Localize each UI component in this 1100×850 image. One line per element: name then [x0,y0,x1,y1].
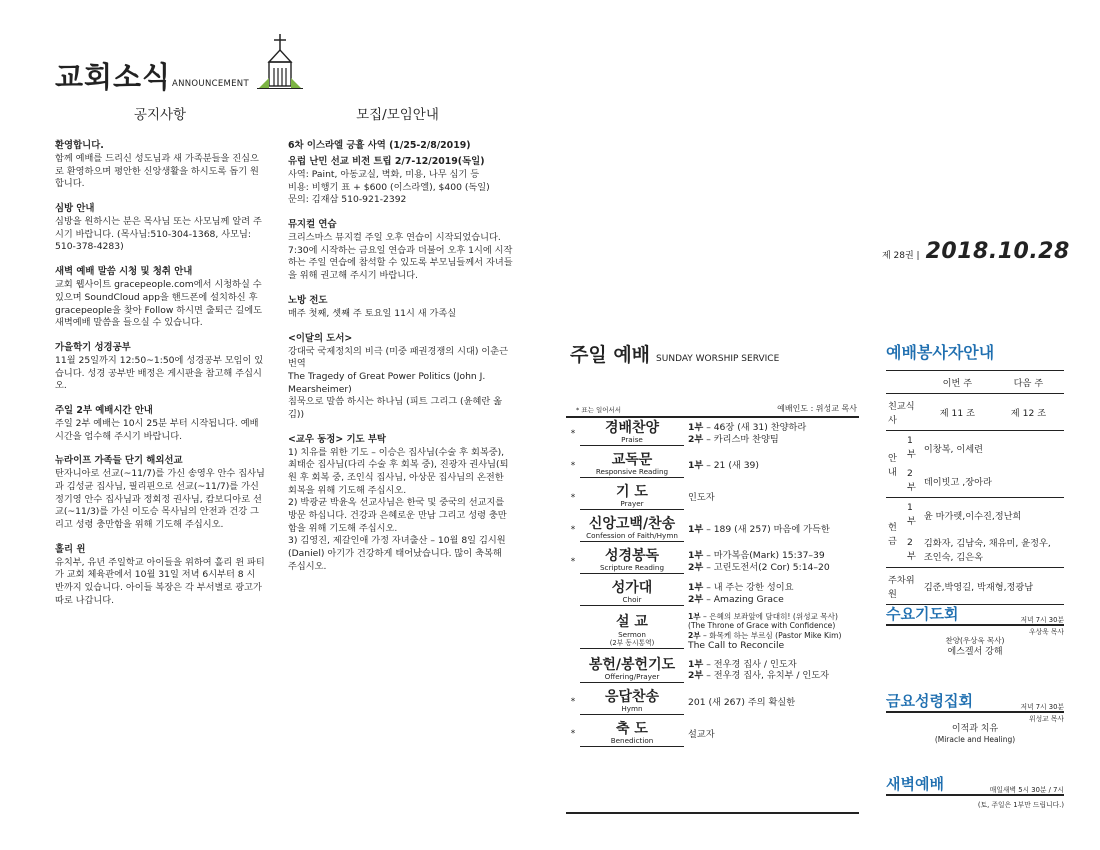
detail-line [688,422,859,434]
table-row [886,498,1064,532]
order-item-en: Benediction [610,736,654,746]
notice-mission [55,452,266,531]
order-item-name [580,517,684,542]
detail-text: – 은혜의 보좌앞에 담대히! (위성교 목사) [700,612,838,621]
detail-line [688,460,859,472]
issue-date: 2018.10.28 [925,239,1070,264]
order-item-detail [684,729,859,741]
part-label: 1부 [688,459,704,471]
order-item-ko: 교독문 [611,451,653,468]
standing-mark: * [570,697,576,708]
meeting-speaker: 찬양(우상욱 목사) [945,635,1005,645]
notice-title: 환영합니다. [55,140,104,151]
part-label: 1부 [688,658,704,670]
meeting-time: 저녁 7시 30분 [1020,616,1064,624]
recruit-street-evangelism [288,292,513,321]
order-item-en: Sermon [618,629,646,639]
order-item-detail [684,582,859,605]
notice-body: 함께 예배를 드리신 성도님과 새 가족분들을 진심으로 환영하으며 평안한 신앙생활을 하시도록 돕기 원합니다. [55,153,259,190]
table-row [886,371,1064,394]
detail-text: – 189 (새 257) 마음에 가득한 [703,523,830,535]
notice-visit [55,200,266,254]
worship-title-en: SUNDAY WORSHIP SERVICE [656,354,780,364]
order-item-en: Prayer [620,499,644,509]
detail-text: – 카리스마 찬양팀 [703,433,779,445]
order-item-en: Praise [621,435,643,445]
detail-line [688,697,859,709]
notice-title: 가을학기 성경공부 [55,341,131,353]
order-row [566,612,859,652]
order-row [566,721,859,748]
order-item-ko: 성경봉독 [604,547,660,564]
standing-note: * 표는 일어서서 [576,406,622,414]
recruit-line: 침묵으로 말씀 하시는 하나님 (피트 그리그 (윤혜란 옮김)) [288,396,502,420]
order-row [566,420,859,447]
meeting-title: 금요성령집회 [886,692,973,710]
recruit-line: 문의: 김재삼 510-921-2392 [288,194,407,206]
order-row [566,452,859,479]
notice-body: 11월 25일까지 12:50~1:50에 성경공부 모임이 있습니다. 성경 공부반 배정은 게시판을 참고해 주십시오. [55,354,264,392]
order-item-detail [684,460,859,472]
table-row [886,394,1064,431]
notice-bible-study [55,339,266,393]
detail-line [688,434,859,446]
cell: 김화자, 김남숙, 채유미, 윤정우, 조인숙, 김은옥 [923,538,1051,563]
dawn-worship [886,773,1064,809]
order-item-ko: 신앙고백/찬송 [588,515,676,532]
notice-title: 심방 안내 [55,203,95,215]
part-label: 1부 [688,612,701,621]
detail-line [688,582,859,594]
order-item-detail [684,612,859,652]
recruit-israel [288,137,513,207]
issue-info [882,239,1070,264]
recruit-line: 강대국 국제정치의 비극 (미중 패권경쟁의 시대) 이춘근 번역 [288,345,508,370]
order-row [566,548,859,575]
notice-title: 주일 2부 예배시간 안내 [55,404,153,416]
order-row [566,580,859,607]
detail-text: – 화목케 하는 부르심 (Pastor Mike Kim) [700,630,842,640]
order-item-name [580,485,684,510]
notices-column [55,137,266,617]
recruit-column [288,137,513,583]
worship-leader: 예배인도 : 위성교 목사 [777,404,857,413]
notice-body: 심방을 원하시는 분은 목사님 또는 사모님께 알려 주시기 바랍니다. (목사님:510-304-1368, 사모님: 510-378-4283) [55,216,262,253]
recruit-prayer [288,431,513,574]
recruit-book [288,330,513,422]
detail-line [688,492,859,504]
notices-heading: 공지사항 [133,107,187,123]
notice-title: 새벽 예배 말씀 시청 및 청취 안내 [55,266,193,278]
detail-line [688,524,859,536]
recruit-body: 크리스마스 뮤지컬 주일 오후 연습이 시작되었습니다. 7:30에 시작하는 금요일 연습과 더불어 오후 1시에 시작하는 주일 연습에 참석할 수 있도록 부모님들께서 자녀들을 위해 권고해 주시기 바랍니다. [288,232,513,282]
detail-text: – 전우경 집사 / 인도자 [703,658,797,670]
detail-line [688,670,859,682]
meeting-time: 저녁 7시 30분 [1020,703,1064,711]
detail-text: (The Throne of Grace with Confidence) [688,621,836,631]
detail-line [688,621,859,630]
cell: 이창복, 이세련 [922,431,1064,465]
order-item-name [580,581,684,606]
recruit-title: 노방 전도 [288,294,328,306]
col-next-week: 다음 주 [993,371,1064,394]
col-this-week: 이번 주 [922,371,993,394]
notice-title: 뉴라이프 가족들 단기 해외선교 [55,455,183,467]
detail-line [688,594,859,606]
prayer-item: 2) 박광균 박윤옥 선교사님은 한국 및 중국의 선교지를 방문 하십니다. 건강과 은혜로운 만남 그리고 성령 충만함을 위해 기도해 주십시오. [288,497,507,534]
order-item-detail [684,697,859,709]
recruit-musical [288,216,513,283]
order-item-en: Confession of Faith/Hymn [586,531,678,541]
recruit-line: The Tragedy of Great Power Politics (John J. Mearsheimer) [288,370,486,395]
detail-text: – 전우경 집사, 유치부 / 인도자 [703,670,830,682]
standing-mark: * [570,460,576,471]
recruit-title: <이달의 도서> [288,332,353,344]
meeting-title: 새벽예배 [886,775,944,793]
part-label: 2부 [688,670,704,682]
order-row [566,689,859,716]
order-item-en: Choir [622,595,642,605]
order-item-ko: 경배찬양 [604,419,660,436]
detail-text: 201 (새 267) 주의 확실한 [688,696,796,708]
volunteers-table [886,370,1064,605]
worship-order [566,420,859,753]
notice-service-time [55,402,266,443]
order-item-en: Hymn [621,704,643,714]
meeting-note: (토, 주일은 1부만 드립니다.) [977,800,1064,809]
order-item-name [580,658,684,683]
cell: 김준,박영길, 박재형,정광남 [922,568,1064,605]
order-item-name [580,453,684,478]
row-label: 안내 [886,431,905,498]
notice-body: 탄자니아로 선교(~11/7)를 가신 송영우 안수 집사님과 김성균 집사님, 필리핀으로 선교(~11/7)를 가신 정기영 안수 집사님과 정회정 권사님, 캄보디아로 선교(~11/3)를 가신 이도승 목사님의 안전과 건강 그리고 성령 충만함을 위해 기도해 주십시오. [55,468,265,531]
meeting-topic: 이적과 치유 [951,723,999,734]
detail-text: – 46장 (새 31) 찬양하라 [703,422,807,433]
recruit-body: 매주 첫째, 셋째 주 토요일 11시 새 가족실 [288,307,457,319]
prayer-item: 3) 김영진, 제갈인애 가정 자녀출산 – 10월 8일 김시원(Daniel) 아기가 건강하게 태어났습니다. 많이 축복해 주십시오. [288,535,506,572]
order-item-detail [684,659,859,682]
order-item-detail [684,422,859,445]
detail-line [688,659,859,671]
order-row [566,516,859,543]
order-item-detail [684,524,859,536]
notice-welcome [55,137,266,191]
order-item-ko: 성가대 [611,579,653,596]
order-item-extra: (2부 동시통역) [609,638,655,647]
meeting-topic-en: (Miracle and Healing) [934,734,1016,744]
standing-mark: * [570,492,576,503]
church-icon [257,32,303,90]
order-item-en: Scripture Reading [599,563,665,573]
order-row [566,484,859,511]
wednesday-prayer [886,603,1064,658]
order-item-ko: 응답찬송 [604,688,660,705]
detail-text: – 고린도전서(2 Cor) 5:14–20 [703,561,830,573]
row-label: 주차위원 [886,568,922,605]
order-item-en: Responsive Reading [595,467,669,477]
page-title: 교회소식 [55,60,172,94]
order-item-name [580,722,684,747]
recruit-title: 뮤지컬 연습 [288,219,337,231]
row-label: 친교식사 [886,394,922,431]
issue-volume: 제 28권 | [882,251,920,261]
notice-title: 홀리 윈 [55,543,86,555]
part-label: 2부 [688,630,701,640]
cell: 제 11 조 [922,394,993,431]
detail-line [688,640,859,652]
recruit-title: <교우 동정> 기도 부탁 [288,433,386,445]
detail-line [688,562,859,574]
part-label: 1부 [688,582,704,593]
order-item-name [580,615,684,648]
detail-text: 인도자 [688,491,715,503]
sub-label: 2부 [906,468,916,493]
meeting-topic: 에스겔서 강해 [947,646,1003,657]
prayer-item: 1) 치유를 위한 기도 – 이승은 집사님(수술 후 회복중), 최태순 집사님(다리 수술 후 회복 중), 진광자 권사님(퇴원 후 회복 중, 조인식 집사님, 아상문 집사님의 온전한 회복을 위해 기도해 주십시오. [288,446,509,496]
standing-mark: * [570,524,576,535]
standing-mark: * [570,556,576,567]
order-item-ko: 봉헌/봉헌기도 [588,656,676,673]
order-item-detail [684,550,859,573]
meeting-time: 매일새벽 5시 30분 / 7시 [989,786,1064,794]
detail-line [688,729,859,741]
order-item-en: Offering/Prayer [604,672,660,682]
meeting-leader: 위성교 목사 [1029,714,1064,723]
notice-body: 주일 2부 예배는 10시 25분 부터 시작됩니다. 예배 시간을 엄수해 주시기 바랍니다. [55,417,259,442]
meeting-title: 수요기도회 [886,605,959,623]
order-item-detail [684,492,859,504]
detail-text: The Call to Reconcile [688,640,785,652]
cell: 제 12 조 [993,394,1064,431]
table-row [886,531,1064,568]
recruit-line: 사역: Paint, 아동교실, 벽화, 미용, 나무 심기 등 [288,169,480,180]
detail-text: 설교자 [688,728,715,740]
table-row [886,568,1064,605]
notice-dawn-sermon [55,263,266,330]
order-item-name [580,549,684,574]
row-label: 헌금 [886,498,905,568]
notice-body: 유치부, 유년 주일학교 아이들을 위하여 홀리 윈 파티가 교회 체육관에서 10월 31일 저녁 6시부터 8 시 반까지 있습니다. 아이들 복장은 각 부서별로 광고가 따로 나갑니다. [55,556,265,606]
detail-text: – Amazing Grace [703,593,784,605]
detail-line [688,631,859,640]
divider [566,812,859,814]
order-item-ko: 축 도 [616,720,648,737]
order-item-name [580,421,684,446]
part-label: 1부 [688,523,704,535]
table-row [886,464,1064,498]
divider [886,794,1064,796]
order-item-ko: 설 교 [616,614,648,631]
cell: 윤 마가렛,이수진,정난희 [922,498,1064,532]
detail-line [688,550,859,562]
part-label: 1부 [688,422,704,433]
standing-mark: * [570,729,576,740]
cell: 데이빗고 ,장아라 [923,476,992,488]
sub-label: 2부 [906,536,916,562]
recruit-title: 유럽 난민 선교 비전 트립 2/7-12/2019(독일) [288,156,485,167]
standing-mark: * [570,428,576,439]
detail-text: – 내 주는 강한 성이요 [703,582,794,593]
detail-text: – 마가복음(Mark) 15:37–39 [703,550,825,561]
part-label: 2부 [688,593,704,605]
worship-title [570,340,779,367]
order-item-name [580,690,684,715]
notice-body: 교회 웹사이트 gracepeople.com에서 시청하실 수 있으며 SoundCloud app을 핸드폰에 설치하신 후 gracepeople을 찾아 Follow 하시면 출퇴근 길에도 새벽예배 말씀을 들으실 수 있습니다. [55,279,263,329]
table-row [886,431,1064,465]
volunteers-title: 예배봉사자안내 [886,343,995,362]
page-subtitle: ANNOUNCEMENT [172,79,249,89]
detail-line [688,612,859,621]
part-label: 2부 [688,433,704,445]
notice-holy-win [55,541,266,608]
sub-label: 1부 [905,498,922,532]
worship-title-ko: 주일 예배 [570,344,651,366]
recruit-heading: 모집/모임안내 [356,107,439,123]
sub-label: 1부 [905,431,922,465]
part-label: 1부 [688,550,704,561]
order-row [566,657,859,684]
divider [566,416,859,418]
recruit-title: 6차 이스라엘 긍휼 사역 (1/25-2/8/2019) [288,140,471,151]
recruit-line: 비용: 비행기 표 + $600 (이스라엘), $400 (독일) [288,181,490,193]
meeting-leader: 우상욱 목사 [1029,627,1064,636]
order-item-ko: 기 도 [616,483,648,500]
detail-text: – 21 (새 39) [703,459,759,471]
friday-meeting [886,690,1064,745]
part-label: 2부 [688,561,704,573]
